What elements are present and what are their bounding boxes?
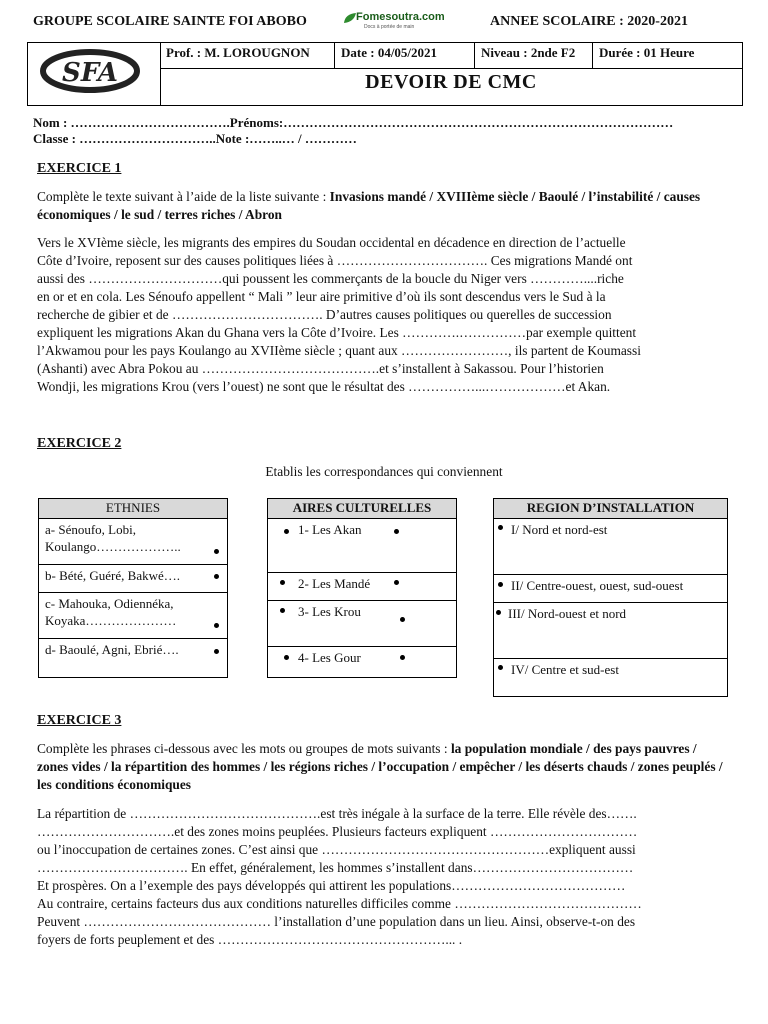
ethnie-row: c- Mahouka, Odiennéka, Koyaka………………… [39,593,227,639]
classe-line: Classe : …………………………..Note :……..… / ………… [33,131,357,146]
duree: Durée : 01 Heure [599,45,695,60]
ex1-title: EXERCICE 1 [37,161,122,176]
ex3-instruction [37,740,729,794]
link-dot[interactable] [284,655,289,660]
prof: Prof. : M. LOROUGNON [160,43,335,68]
link-dot[interactable] [280,580,285,585]
link-dot[interactable] [214,649,219,654]
region-row: II/ Centre-ouest, ouest, sud-ouest [494,575,727,603]
ex1-instr-words: Invasions mandé / XVIIIème siècle / Baoulé / l’instabilité / causes économiques / le sud / terres riches / Abron [37,189,701,222]
sfa-logo-icon [28,43,160,105]
logo-text: SFA [62,58,118,88]
ex1-line: l’Akwamou pour les pays Koulango au XVIIème siècle ; quant aux ……………………, ils partent de Koumassi [37,343,641,358]
site-name: Fomesoutra.com [356,11,445,23]
link-dot[interactable] [498,525,503,530]
site-logo [342,11,445,33]
ex1-instr-text: Complète le texte suivant à l’aide de la liste suivante : [37,189,330,204]
aire-row: 4- Les Gour [268,647,456,675]
header-box [27,42,743,106]
ex3-line: Et prospères. On a l’exemple des pays développés qui attirent les populations………………………………… [37,878,626,893]
region-row: I/ Nord et nord-est [494,519,727,575]
school-year: ANNEE SCOLAIRE : 2020-2021 [490,14,688,29]
region-table [493,498,728,697]
school-logo [28,43,161,105]
ex1-line: Côte d’Ivoire, reposent sur des causes politiques liées à ……………………………. Ces migrations Mandé ont [37,253,633,268]
ex3-text [37,805,737,949]
ex3-line: ou l’inoccupation de certaines zones. C’est ainsi que ……………………………………………expliquent aussi [37,842,636,857]
ex2-title: EXERCICE 2 [37,436,122,451]
ex3-line: Peuvent …………………………………… l’installation d’une population dans un lieu. Ainsi, observe-t-on des [37,914,636,929]
link-dot[interactable] [498,665,503,670]
info-row [160,43,742,69]
ethnie-row: d- Baoulé, Agni, Ebrié…. [39,639,227,667]
ethnies-table [38,498,228,678]
nom-line: Nom : ……………………………….Prénoms:……………………………………………………………………………… [33,115,674,130]
ex1-line: (Ashanti) avec Abra Pokou au ………………………………….et s’installent à Sakassou. Pour l’historien [37,361,604,376]
link-dot[interactable] [400,655,405,660]
ex1-instruction [37,188,727,224]
ethnies-header: ETHNIES [39,499,227,519]
ex3-title: EXERCICE 3 [37,713,122,728]
ex1-line: recherche de gibier et de ……………………………. D’autres causes politiques ou querelles de succession [37,307,612,322]
aire-row: 1- Les Akan [268,519,456,573]
ex3-line: ………………………….et des zones moins peuplées. Plusieurs facteurs expliquent …………………………… [37,824,638,839]
ex1-line: aussi des …………………………qui poussent les commerçants de la boucle du Niger vers …………....riche [37,271,624,286]
ex3-line: foyers de forts peuplement et des ……………………………………………... . [37,932,463,947]
ex1-text [37,234,737,396]
region-row: III/ Nord-ouest et nord [494,603,727,659]
ex1-line: Vers le XVIème siècle, les migrants des empires du Soudan occidental en décadence en direction de l’actuelle [37,235,626,250]
aire-row: 2- Les Mandé [268,573,456,601]
ex3-line: La répartition de …………………………………….est très inégale à la surface de la terre. Elle révèle des……. [37,806,637,821]
link-dot[interactable] [214,623,219,628]
ex3-line: Au contraire, certains facteurs dus aux conditions naturelles difficiles comme …………………………………… [37,896,642,911]
ex1-line: expliquent les migrations Akan du Ghana vers la Côte d’Ivoire. Les ………….……………par exemple quittent [37,325,637,340]
link-dot[interactable] [498,582,503,587]
ex3-instr-words: la population mondiale / des pays pauvres / zones vides / la répartition des hommes / les régions riches / l’occupation / empêcher / les déserts chauds / zones peuplés / les conditions économiques [37,741,723,792]
ex3-line: ……………………………. En effet, généralement, les hommes s’installent dans……………………………… [37,860,634,875]
ex1-line: Wondji, les migrations Krou (vers l’ouest) ne sont que le résultat des ……………...………………et Akan. [37,379,611,394]
link-dot[interactable] [214,574,219,579]
link-dot[interactable] [394,580,399,585]
aire-row: 3- Les Krou [268,601,456,647]
aires-table [267,498,457,678]
ex1-line: en or et en cola. Les Sénoufo appellent “ Mali ” leur aire primitive d’où ils sont descendus vers le Sud à la [37,289,606,304]
aires-header: AIRES CULTURELLES [268,499,456,519]
site-tagline: Docs à portée de main [364,24,415,30]
ethnie-row: b- Bété, Guéré, Bakwé…. [39,565,227,593]
ex2-instruction: Etablis les correspondances qui conviennent [265,464,503,479]
region-row: IV/ Centre et sud-est [494,659,727,687]
date: Date : 04/05/2021 [335,43,475,68]
link-dot[interactable] [400,617,405,622]
ex3-instr-text: Complète les phrases ci-dessous avec les mots ou groupes de mots suivants : [37,741,451,756]
link-dot[interactable] [394,529,399,534]
page-title: DEVOIR DE CMC [365,71,537,93]
link-dot[interactable] [280,608,285,613]
school-name: GROUPE SCOLAIRE SAINTE FOI ABOBO [33,14,307,29]
region-header: REGION D’INSTALLATION [494,499,727,519]
link-dot[interactable] [284,529,289,534]
link-dot[interactable] [496,610,501,615]
link-dot[interactable] [214,549,219,554]
niveau: Niveau : 2nde F2 [475,43,593,68]
ethnie-row: a- Sénoufo, Lobi, Koulango……………….. [39,519,227,565]
